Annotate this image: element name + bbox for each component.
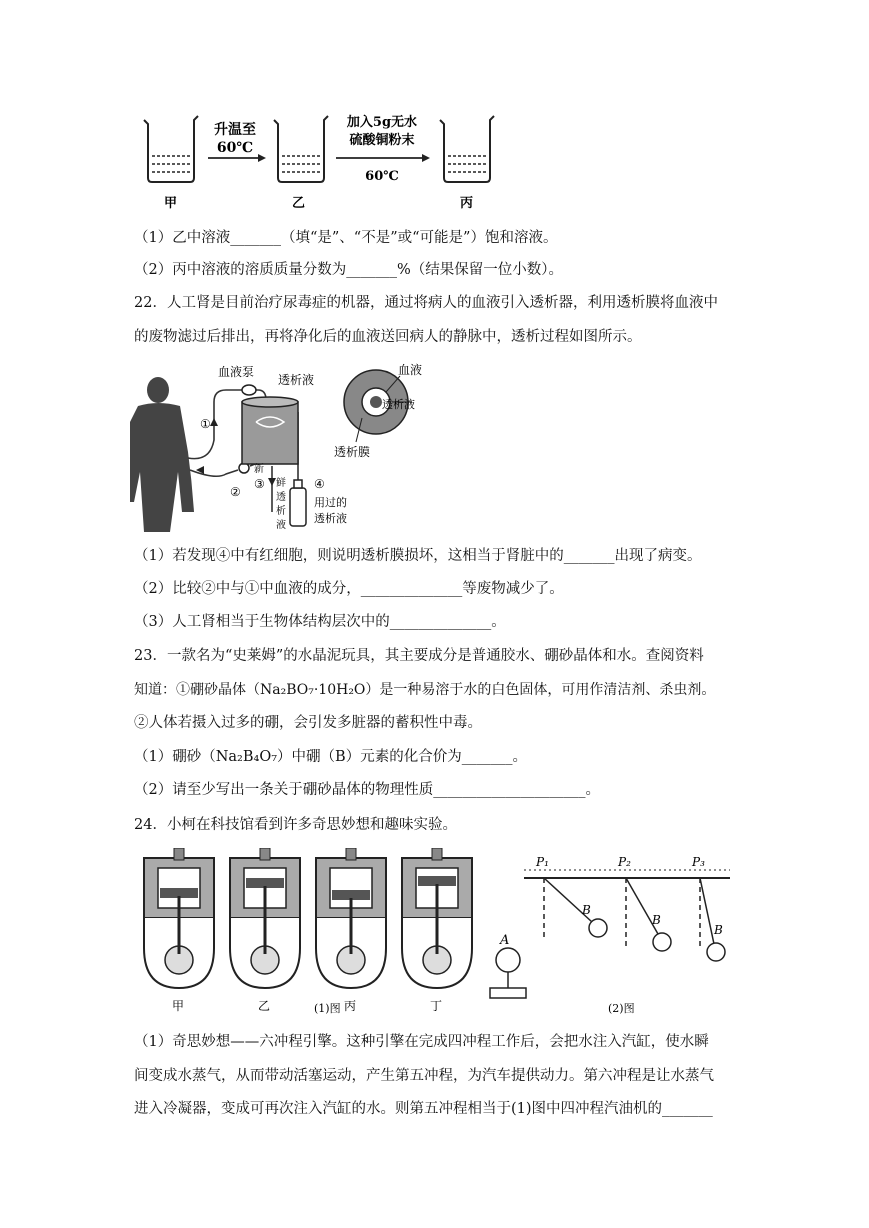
q23-stem-line2: 知道：①硼砂晶体（Na₂BO₇·10H₂O）是一种易溶于水的白色固体，可用作清洁剂、杀虫剂。 bbox=[134, 682, 716, 698]
beaker-jia bbox=[144, 116, 198, 182]
label-blood: 血液 bbox=[398, 363, 423, 377]
caption-fig2: (2)图 bbox=[608, 1002, 635, 1015]
q22-stem-line1: 22．人工肾是目前治疗尿毒症的机器，通过将病人的血液引入透析器，利用透析膜将血液中 bbox=[134, 295, 718, 311]
step1-line1: 升温至 bbox=[214, 122, 256, 138]
label-a: A bbox=[500, 933, 510, 948]
pendulums bbox=[544, 878, 725, 961]
caption-fig1: (1)图 bbox=[314, 1002, 341, 1015]
q21-part1: （1）乙中溶液_______（填“是”、“不是”或“可能是”）饱和溶液。 bbox=[134, 230, 558, 246]
blood-pump bbox=[242, 385, 256, 395]
label-p1: P₁ bbox=[536, 855, 549, 869]
engine-bing bbox=[316, 848, 386, 988]
label-used-2: 透析液 bbox=[314, 512, 347, 525]
beaker-bing bbox=[440, 116, 494, 182]
engine-label-jia: 甲 bbox=[172, 999, 185, 1013]
engine-label-bing: 丙 bbox=[344, 999, 357, 1013]
charged-sphere-a bbox=[490, 948, 526, 998]
engine-figure bbox=[134, 848, 734, 1020]
step1-line2: 60℃ bbox=[216, 140, 254, 156]
label-used-1: 用过的 bbox=[314, 496, 347, 509]
q22-part2: （2）比较②中与①中血液的成分，______________等废物减少了。 bbox=[134, 581, 564, 597]
q24-part1-line1: （1）奇思妙想——六冲程引擎。这种引擎在完成四冲程工作后，会把水注入汽缸，使水瞬 bbox=[134, 1034, 709, 1050]
step2-line1: 加入5g无水 bbox=[346, 115, 418, 130]
engine-yi bbox=[230, 848, 300, 988]
label-jia: 甲 bbox=[164, 196, 178, 211]
label-pump: 血液泵 bbox=[218, 365, 255, 379]
engine-label-ding: 丁 bbox=[430, 999, 443, 1013]
q23-stem-line3: ②人体若摄入过多的硼，会引发多脏器的蓄积性中毒。 bbox=[134, 715, 482, 731]
ceiling-bar bbox=[524, 870, 730, 878]
label-membrane: 透析膜 bbox=[334, 445, 371, 459]
label-p2: P₂ bbox=[618, 855, 631, 869]
label-n1: ① bbox=[200, 417, 211, 431]
engine-label-yi: 乙 bbox=[258, 999, 271, 1013]
arrow-step2 bbox=[336, 154, 430, 162]
step2-line2: 硫酸铜粉末 bbox=[349, 133, 415, 148]
person-silhouette bbox=[130, 377, 194, 532]
label-p3: P₃ bbox=[692, 855, 705, 869]
q23-stem-line1: 23．一款名为“史莱姆”的水晶泥玩具，其主要成分是普通胶水、硼砂晶体和水。查阅资料 bbox=[134, 648, 704, 664]
beaker-figure bbox=[134, 108, 514, 213]
engine-ding bbox=[402, 848, 472, 988]
label-b1: B bbox=[582, 903, 591, 917]
q21-part2: （2）丙中溶液的溶质质量分数为_______%（结果保留一位小数）。 bbox=[134, 262, 564, 278]
q24-part1-line3: 进入冷凝器，变成可再次注入汽缸的水。则第五冲程相当于(1)图中四冲程汽油机的_______ bbox=[134, 1101, 713, 1117]
label-fresh-5: 液 bbox=[276, 520, 286, 531]
label-n4: ④ bbox=[314, 477, 325, 491]
engine-jia bbox=[144, 848, 214, 988]
label-n3: ③ bbox=[254, 477, 265, 491]
q24-stem: 24．小柯在科技馆看到许多奇思妙想和趣味实验。 bbox=[134, 817, 457, 833]
q24-part1-line2: 间变成水蒸气，从而带动活塞运动，产生第五冲程，为汽车提供动力。第六冲程是让水蒸气 bbox=[134, 1068, 714, 1084]
q22-part3: （3）人工肾相当于生物体结构层次中的______________。 bbox=[134, 614, 506, 630]
dialysis-figure bbox=[130, 362, 430, 532]
q22-stem-line2: 的废物滤过后排出，再将净化后的血液送回病人的静脉中，透析过程如图所示。 bbox=[134, 329, 642, 345]
q23-part1: （1）硼砂（Na₂B₄O₇）中硼（B）元素的化合价为_______。 bbox=[134, 749, 527, 765]
label-n2: ② bbox=[230, 485, 241, 499]
label-fresh-1: 新 bbox=[254, 464, 264, 475]
label-fresh-2: 鲜 bbox=[276, 478, 286, 489]
beaker-yi bbox=[274, 116, 328, 182]
label-b3: B bbox=[714, 923, 723, 937]
q22-part1: （1）若发现④中有红细胞，则说明透析膜损坏，这相当于肾脏中的_______出现了病变。 bbox=[134, 548, 702, 564]
q23-part2: （2）请至少写出一条关于硼砂晶体的物理性质_____________________。 bbox=[134, 782, 600, 798]
label-fresh-4: 析 bbox=[276, 506, 286, 517]
step2-line3: 60℃ bbox=[365, 169, 399, 184]
label-b2: B bbox=[652, 913, 661, 927]
label-bing: 丙 bbox=[460, 196, 474, 211]
label-fresh-3: 透 bbox=[276, 492, 286, 503]
used-bottle bbox=[290, 480, 306, 526]
label-dialysate: 透析液 bbox=[278, 373, 315, 387]
label-yi: 乙 bbox=[292, 196, 306, 211]
label-dialysate2: 透析液 bbox=[382, 398, 415, 411]
dialyzer-tank bbox=[242, 402, 298, 464]
